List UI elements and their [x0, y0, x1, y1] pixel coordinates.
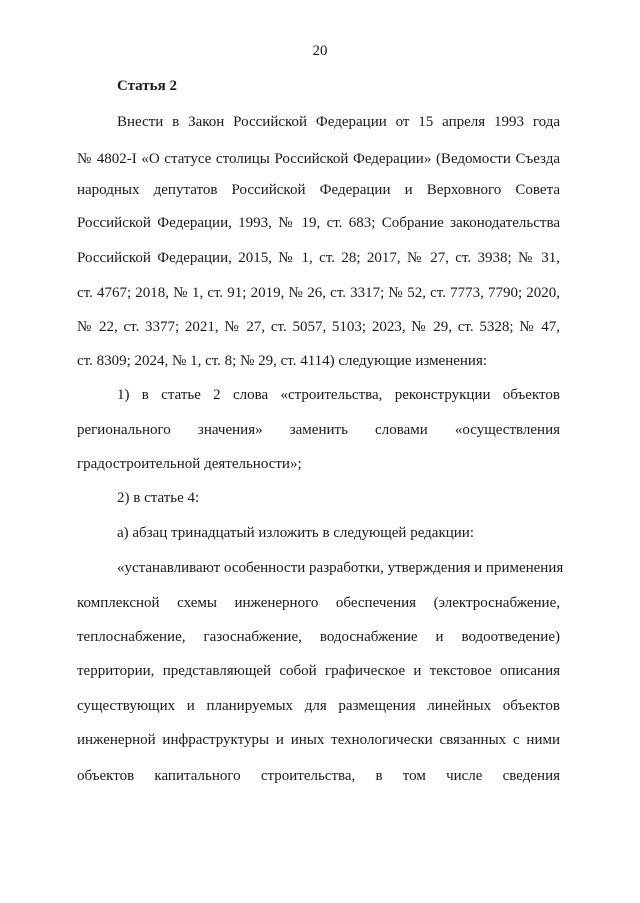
paragraph-line: существующих и планируемых для размещения линейных объектов: [77, 698, 560, 714]
paragraph-line: инженерной инфраструктуры и иных технологически связанных с ними: [77, 732, 560, 748]
paragraph-line: 1) в статье 2 слова «строительства, реконструкции объектов: [117, 387, 560, 403]
paragraph-line: № 22, ст. 3377; 2021, № 27, ст. 5057, 5103; 2023, № 29, ст. 5328; № 47,: [77, 319, 560, 335]
paragraph-line: № 4802-I «О статусе столицы Российской Федерации» (Ведомости Съезда: [77, 151, 560, 167]
paragraph-line: а) абзац тринадцатый изложить в следующей редакции:: [117, 525, 474, 541]
paragraph-line: ст. 8309; 2024, № 1, ст. 8; № 29, ст. 4114) следующие изменения:: [77, 353, 488, 369]
paragraph-line: объектов капитального строительства, в том числе сведения: [77, 768, 560, 784]
paragraph-line: 2) в статье 4:: [117, 490, 200, 506]
paragraph-line: народных депутатов Российской Федерации и Верховного Совета: [77, 182, 560, 198]
page-number: 20: [312, 43, 328, 59]
paragraph-line: Внести в Закон Российской Федерации от 15 апреля 1993 года: [117, 114, 560, 130]
paragraph-line: территории, представляющей собой графическое и текстовое описания: [77, 663, 560, 679]
paragraph-line: градостроительной деятельности»;: [77, 456, 302, 472]
article-heading: Статья 2: [117, 78, 177, 94]
paragraph-line: Российской Федерации, 2015, № 1, ст. 28; 2017, № 27, ст. 3938; № 31,: [77, 250, 560, 266]
paragraph-line: регионального значения» заменить словами «осуществления: [77, 422, 560, 438]
paragraph-line: Российской Федерации, 1993, № 19, ст. 683; Собрание законодательства: [77, 215, 560, 231]
paragraph-line: теплоснабжение, газоснабжение, водоснабжение и водоотведение): [77, 629, 560, 645]
paragraph-line: ст. 4767; 2018, № 1, ст. 91; 2019, № 26, ст. 3317; № 52, ст. 7773, 7790; 2020,: [77, 285, 560, 301]
paragraph-line: комплексной схемы инженерного обеспечения (электроснабжение,: [77, 595, 560, 611]
paragraph-line: «устанавливают особенности разработки, утверждения и применения: [117, 560, 564, 576]
